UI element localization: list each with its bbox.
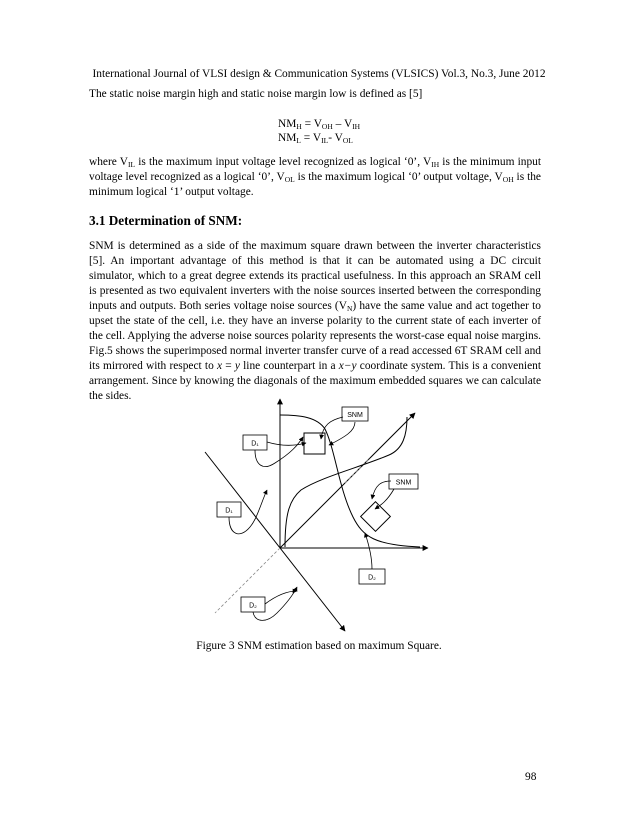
- snm-figure: [195, 395, 435, 635]
- svg-text:SNM: SNM: [395, 479, 412, 487]
- label-d1-left: [217, 502, 241, 517]
- label-d1-top: [243, 435, 267, 450]
- svg-text:D₂: D₂: [368, 574, 376, 582]
- definition-paragraph: where $V_{IL}$ is the maximum input voltage level recognized as logical ‘0’, $V_{IH}$ is the minimum input voltage level recognized as a logical ‘0’, $V_{OL}$ is the maximum logical ‘0’ output voltage, $V_{OH}$ is the minimum logical ‘1’ output voltage.: [89, 156, 541, 198]
- equation-nml: $NM_L = V_{IL}-$ $V_{OL}$: [278, 132, 353, 145]
- arrow-snm-top: [321, 417, 343, 439]
- butterfly-diagram: [195, 395, 435, 635]
- label-d2-bottom: [241, 597, 265, 612]
- label-snm-right: [389, 474, 418, 489]
- snm-paragraph: SNM is determined as a side of the maximum square drawn between the inverter characteristics [5]. An important advantage of this method is that it can be automated using a DC circuit simulator, which to a great degree extends its practical usefulness. In this approach an SRAM cell is presented as two equivalent inverters with the noise sources inserted between the corresponding inputs and outputs. Both series voltage noise sources $(V_N)$ have the same value and act together to upset the state of the cell, i.e. they have an inverse polarity to the current state of each inverter of the cell. Applying the adverse noise sources polarity represents the worst-case equal noise margins. Fig.5 shows the superimposed normal inverter transfer curve of a read accessed 6T SRAM cell and its mirrored with respect to x = y line counterpart in a x−y coordinate system. This is a convenient arrangement. Since by knowing the diagonals of the maximum embedded squares we can calculate the sides.: [89, 240, 542, 402]
- svg-text:D₁: D₁: [225, 507, 233, 515]
- arrow-d1-top-2: [267, 442, 306, 445]
- svg-text:SNM: SNM: [347, 412, 363, 419]
- page-number: 98: [525, 771, 537, 783]
- equations: [278, 117, 360, 145]
- label-d2-right: [359, 569, 385, 584]
- intro-sentence: The static noise margin high and static noise margin low is defined as [5]: [89, 88, 423, 100]
- label-snm-top: [342, 407, 368, 421]
- arrow-snm-right-2: [372, 481, 391, 499]
- square-lower: [361, 502, 391, 532]
- svg-text:D₁: D₁: [251, 440, 259, 448]
- figure-caption: Figure 3 SNM estimation based on maximum Square.: [196, 640, 442, 652]
- dashed-diagonal-upper: [345, 458, 370, 483]
- arrow-d2-bottom-2: [265, 591, 297, 604]
- arrow-snm-top-2: [329, 422, 355, 445]
- arrow-snm-right: [375, 489, 394, 509]
- section-heading: 3.1 Determination of SNM:: [89, 213, 243, 228]
- equation-nmh: $NM_H = V_{OH} - V_{IH}$: [278, 118, 361, 131]
- running-header: International Journal of VLSI design & Communication Systems (VLSICS) Vol.3, No.3, June 2012: [92, 68, 546, 80]
- svg-text:D₂: D₂: [249, 602, 257, 610]
- arrow-d2-right: [365, 533, 372, 569]
